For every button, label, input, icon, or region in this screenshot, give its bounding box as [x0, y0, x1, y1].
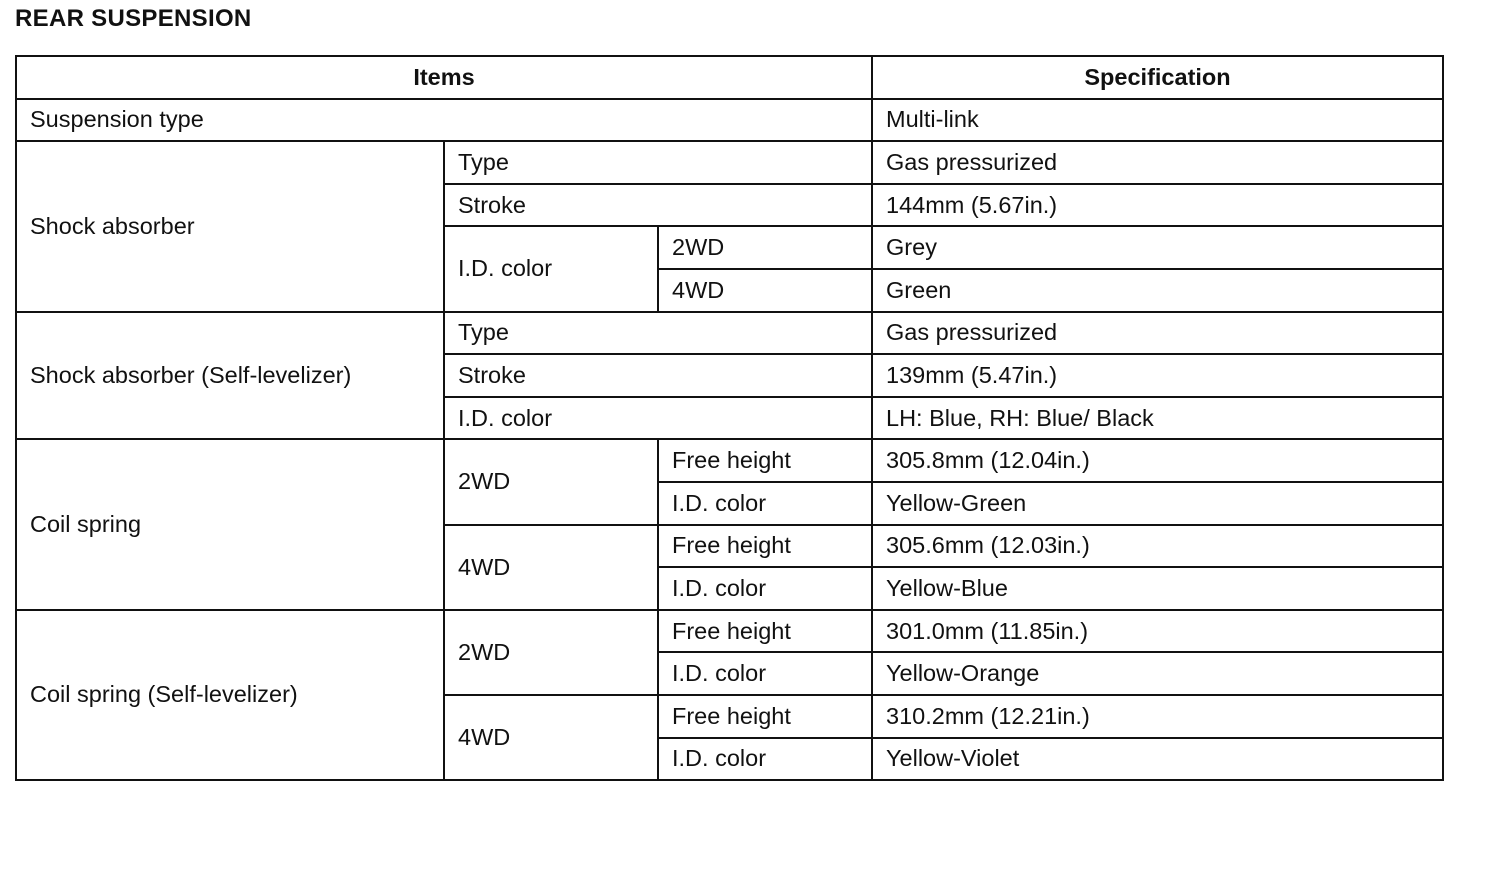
- coil-spring-2wd-id-color-label: I.D. color: [658, 482, 872, 525]
- shock-absorber-stroke-value: 144mm (5.67in.): [872, 184, 1443, 227]
- shock-absorber-2wd-label: 2WD: [658, 226, 872, 269]
- table-header-row: [16, 56, 1443, 99]
- table-row: [16, 610, 1443, 653]
- shock-absorber-type-value: Gas pressurized: [872, 141, 1443, 184]
- coil-spring-sl-2wd-id-color-value: Yellow-Orange: [872, 652, 1443, 695]
- page-title: REAR SUSPENSION: [15, 5, 252, 32]
- coil-spring-4wd-id-color-label: I.D. color: [658, 567, 872, 610]
- shock-absorber-4wd-label: 4WD: [658, 269, 872, 312]
- coil-spring-sl-4wd-id-color-value: Yellow-Violet: [872, 738, 1443, 781]
- table-row: [16, 439, 1443, 482]
- coil-spring-sl-label: Coil spring (Self-levelizer): [16, 610, 444, 780]
- coil-spring-4wd-id-color-value: Yellow-Blue: [872, 567, 1443, 610]
- shock-absorber-label: Shock absorber: [16, 141, 444, 311]
- coil-spring-sl-2wd-free-height-label: Free height: [658, 610, 872, 653]
- coil-spring-label: Coil spring: [16, 439, 444, 609]
- coil-spring-2wd-id-color-value: Yellow-Green: [872, 482, 1443, 525]
- shock-absorber-sl-stroke-value: 139mm (5.47in.): [872, 354, 1443, 397]
- coil-spring-2wd-label: 2WD: [444, 439, 658, 524]
- coil-spring-sl-4wd-label: 4WD: [444, 695, 658, 780]
- shock-absorber-sl-label: Shock absorber (Self-levelizer): [16, 312, 444, 440]
- shock-absorber-id-color-label: I.D. color: [444, 226, 658, 311]
- coil-spring-2wd-free-height-label: Free height: [658, 439, 872, 482]
- shock-absorber-sl-type-value: Gas pressurized: [872, 312, 1443, 355]
- shock-absorber-2wd-value: Grey: [872, 226, 1443, 269]
- shock-absorber-sl-id-color-value: LH: Blue, RH: Blue/ Black: [872, 397, 1443, 440]
- coil-spring-sl-4wd-free-height-value: 310.2mm (12.21in.): [872, 695, 1443, 738]
- rear-suspension-spec-table: [15, 55, 1444, 781]
- specification-header: Specification: [872, 56, 1443, 99]
- shock-absorber-sl-id-color-label: I.D. color: [444, 397, 872, 440]
- coil-spring-sl-4wd-free-height-label: Free height: [658, 695, 872, 738]
- coil-spring-4wd-free-height-label: Free height: [658, 525, 872, 568]
- shock-absorber-sl-stroke-label: Stroke: [444, 354, 872, 397]
- table-row: [16, 99, 1443, 142]
- shock-absorber-4wd-value: Green: [872, 269, 1443, 312]
- shock-absorber-type-label: Type: [444, 141, 872, 184]
- coil-spring-2wd-free-height-value: 305.8mm (12.04in.): [872, 439, 1443, 482]
- coil-spring-sl-4wd-id-color-label: I.D. color: [658, 738, 872, 781]
- coil-spring-sl-2wd-label: 2WD: [444, 610, 658, 695]
- items-header: Items: [16, 56, 872, 99]
- coil-spring-4wd-label: 4WD: [444, 525, 658, 610]
- shock-absorber-sl-type-label: Type: [444, 312, 872, 355]
- suspension-type-label: Suspension type: [16, 99, 872, 142]
- coil-spring-sl-2wd-id-color-label: I.D. color: [658, 652, 872, 695]
- table-row: [16, 312, 1443, 355]
- coil-spring-4wd-free-height-value: 305.6mm (12.03in.): [872, 525, 1443, 568]
- table-row: [16, 141, 1443, 184]
- shock-absorber-stroke-label: Stroke: [444, 184, 872, 227]
- suspension-type-value: Multi-link: [872, 99, 1443, 142]
- coil-spring-sl-2wd-free-height-value: 301.0mm (11.85in.): [872, 610, 1443, 653]
